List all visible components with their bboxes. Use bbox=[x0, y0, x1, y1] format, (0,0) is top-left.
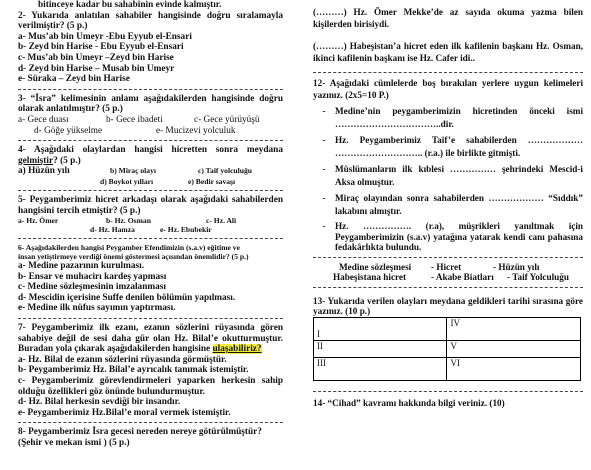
q5-option-c: c- Hz. Ali bbox=[206, 216, 237, 226]
q4-stem: 4- Aşağıdaki olaylardan hangisi hicretten sonra meydana gelmiştir? (5 p.) bbox=[18, 145, 283, 166]
ordering-table bbox=[313, 317, 581, 381]
q2-option-c: c- Mus’ab bin Umeyr –Zeyd bin Harise bbox=[18, 52, 174, 63]
q3-option-b: b- Gece ibadeti bbox=[106, 114, 163, 125]
q5-option-e: e- Hz. Ebubekir bbox=[160, 225, 212, 235]
divider bbox=[18, 238, 283, 239]
q3-option-a: a- Gece duası bbox=[18, 114, 69, 125]
q4-option-c: c) Taif yolculuğu bbox=[198, 166, 253, 176]
divider bbox=[18, 89, 283, 90]
fill-blank-item: - Hz. ……………. (r.a), müşrikleri yanıltmak için Peygamberimizin (s.a.v) yatağına yatarak kendi canı pahasına fedakârlıkta bulundu. bbox=[322, 221, 583, 252]
q7-option-e: e- Peygamberimiz Hz.Bilal’e moral vermek istemiştir. bbox=[18, 407, 231, 418]
q6-option-d: d- Mescidin içerisine Suffe denilen bölümün yapılması. bbox=[18, 292, 236, 303]
fill-blank-item: - Miraç olayından sonra sahabilerden ……………… “Sıddık” lakabını almıştır. bbox=[322, 193, 583, 216]
q5-stem: 5- Peygamberimiz hicret arkadaşı olarak aşağıdaki sahabilerden hangisini tercih etmiştir? (5 p.) bbox=[18, 194, 283, 216]
divider bbox=[313, 391, 583, 392]
q1-tail: bitinceye kadar bu sahabinin evinde kalmıştır. bbox=[38, 0, 222, 10]
right-column bbox=[313, 0, 583, 408]
order-cell-5[interactable]: V bbox=[447, 340, 581, 357]
q2-option-b: b- Zeyd bin Harise - Ebu Eyyub el-Ensari bbox=[18, 42, 184, 53]
left-column bbox=[18, 0, 283, 449]
q4-option-e: e) Bedir savaşı bbox=[188, 176, 236, 186]
fill-blank-item: - Medine’nin peygamberimizin hicretinden önceki ismi ……………………………..dir. bbox=[322, 106, 583, 129]
fill-blank-item: - Müslümanların ilk kıblesi …………… şehrindeki Mescid-i Aksa olmuştur. bbox=[322, 164, 583, 187]
word-bank-row-1: Medine sözleşmesi - Hicret - Hüzün yılı bbox=[339, 261, 540, 272]
q2-option-d: d- Zeyd bin Harise – Musab bin Umeyr bbox=[18, 63, 175, 74]
q8-stem: 8- Peygamberimiz İsra gecesi nereden nereye götürülmüştür? (Şehir ve mekan ismi ) (5 p.) bbox=[18, 427, 262, 448]
divider bbox=[18, 318, 283, 319]
order-cell-3[interactable]: III bbox=[314, 357, 447, 380]
q2-stem: 2- Yukarıda anlatılan sahabiler hangisinde doğru sıralamayla verilmiştir? (5 p.) bbox=[18, 10, 283, 32]
q6-option-c: c- Medine sözleşmesinin imzalanması bbox=[18, 282, 166, 293]
q12-stem: 12- Aşağıdaki cümlelerde boş bırakılan yerlere uygun kelimeleri yazınız. (2x5=10 P.) bbox=[313, 78, 583, 100]
q7-option-c: c- Peygamberimiz görevlendirmeleri yaparken herkesin sahip olduğu özellikleri göz önünde bulundurmuştur. bbox=[18, 376, 283, 397]
divider bbox=[18, 140, 283, 141]
divider bbox=[313, 72, 583, 73]
q13-stem: 13- Yukarıda verilen olayları meydana geldikleri tarihi sırasına göre yazınız. (10 p.) bbox=[313, 295, 583, 317]
q14-stem: 14- “Cihad” kavramı hakkında bilgi veriniz. (10) bbox=[313, 397, 505, 408]
q4-option-d: d) Boykot yılları bbox=[100, 176, 154, 186]
q3-option-d: d- Göğe yükselme bbox=[34, 125, 103, 136]
q5-option-b: b- Hz. Osman bbox=[106, 216, 151, 226]
divider bbox=[18, 422, 283, 423]
word-bank-row-2: Habeşistana hicret - Akabe Biatları - Taif Yolculuğu bbox=[333, 272, 569, 283]
q6-stem-line1: 6- Aşağıdakilerden hangisi Peygamber Efendimizin (s.a.v) eğitime ve bbox=[18, 243, 240, 253]
q5-option-d: d- Hz. Hamza bbox=[90, 225, 135, 235]
q7-option-b: b- Peygamberimiz Hz. Bilal’e ayrıcalık tanımak istemiştir. bbox=[18, 365, 249, 376]
fill-blank-item: - Hz. Peygamberimiz Taif’e sahabilerden ……………… ……………………….. (r.a.) ile birlikte gitmişti. bbox=[322, 135, 583, 158]
q6-option-a: a- Medine pazarının kurulması. bbox=[18, 261, 145, 272]
q6-option-e: e- Medine ilk nüfus sayımın yaptırması. bbox=[18, 303, 176, 314]
order-cell-1[interactable]: I bbox=[314, 317, 447, 340]
q7-stem: 7- Peygamberimiz ilk ezanı, ezanın sözlerini rüyasında gören sahabiye değil de sesi daha gür olan Hz. Bilal’e okutturmuştur. Buradan yola çıkarak aşağıdakilerden hangisine ulaşabiliriz? bbox=[18, 323, 283, 355]
divider bbox=[313, 287, 583, 288]
order-cell-2[interactable]: II bbox=[314, 340, 447, 357]
q7-option-d: d- Hz. Bilal herkesin sevdiği bir insandır. bbox=[18, 397, 181, 408]
q3-stem: 3- “İsra” kelimesinin anlamı aşağıdakilerden hangisinde doğru olarak anlatılmıştır? (5 p.) bbox=[18, 93, 283, 115]
q5-option-a: a- Hz. Ömer bbox=[18, 216, 59, 226]
q7-option-a: a- Hz. Bilal de ezanın sözlerini rüyasında görmüştür. bbox=[18, 354, 227, 365]
q4-option-a: a) Hüzün yılı bbox=[18, 166, 70, 177]
divider bbox=[313, 257, 583, 258]
divider bbox=[18, 190, 283, 191]
true-false-item-2: (………) Habeşistan’a hicret eden ilk kafilenin başkanı Hz. Osman, ikinci kafilenin başkanı ise Hz. Cafer idi.. bbox=[313, 41, 583, 63]
q2-option-e: e- Süraka – Zeyd bin Harise bbox=[18, 74, 130, 85]
q3-option-e: e- Mucizevi yolculuk bbox=[156, 125, 236, 136]
q6-option-b: b- Ensar ve muhacirı kardeş yapması bbox=[18, 271, 167, 282]
order-cell-6[interactable]: VI bbox=[447, 357, 581, 380]
order-cell-4[interactable]: IV bbox=[447, 317, 581, 340]
q2-option-a: a- Mus’ab bin Umeyr -Ebu Eyyub el-Ensari bbox=[18, 31, 192, 42]
highlighted-word: ulaşabiliriz? bbox=[212, 344, 262, 355]
q4-option-b: b) Miraç olayı bbox=[110, 166, 156, 176]
true-false-item-1: (………) Hz. Ömer Mekke’de az sayıda okuma yazma bilen kişilerden birisiydi. bbox=[313, 7, 583, 29]
q3-option-c: c- Gece yürüyüşü bbox=[194, 114, 260, 125]
q6-stem-line2: insan yetiştirmeye verdiği önemi göstermesi açısından önemlidir? (5 p.) bbox=[18, 252, 249, 262]
